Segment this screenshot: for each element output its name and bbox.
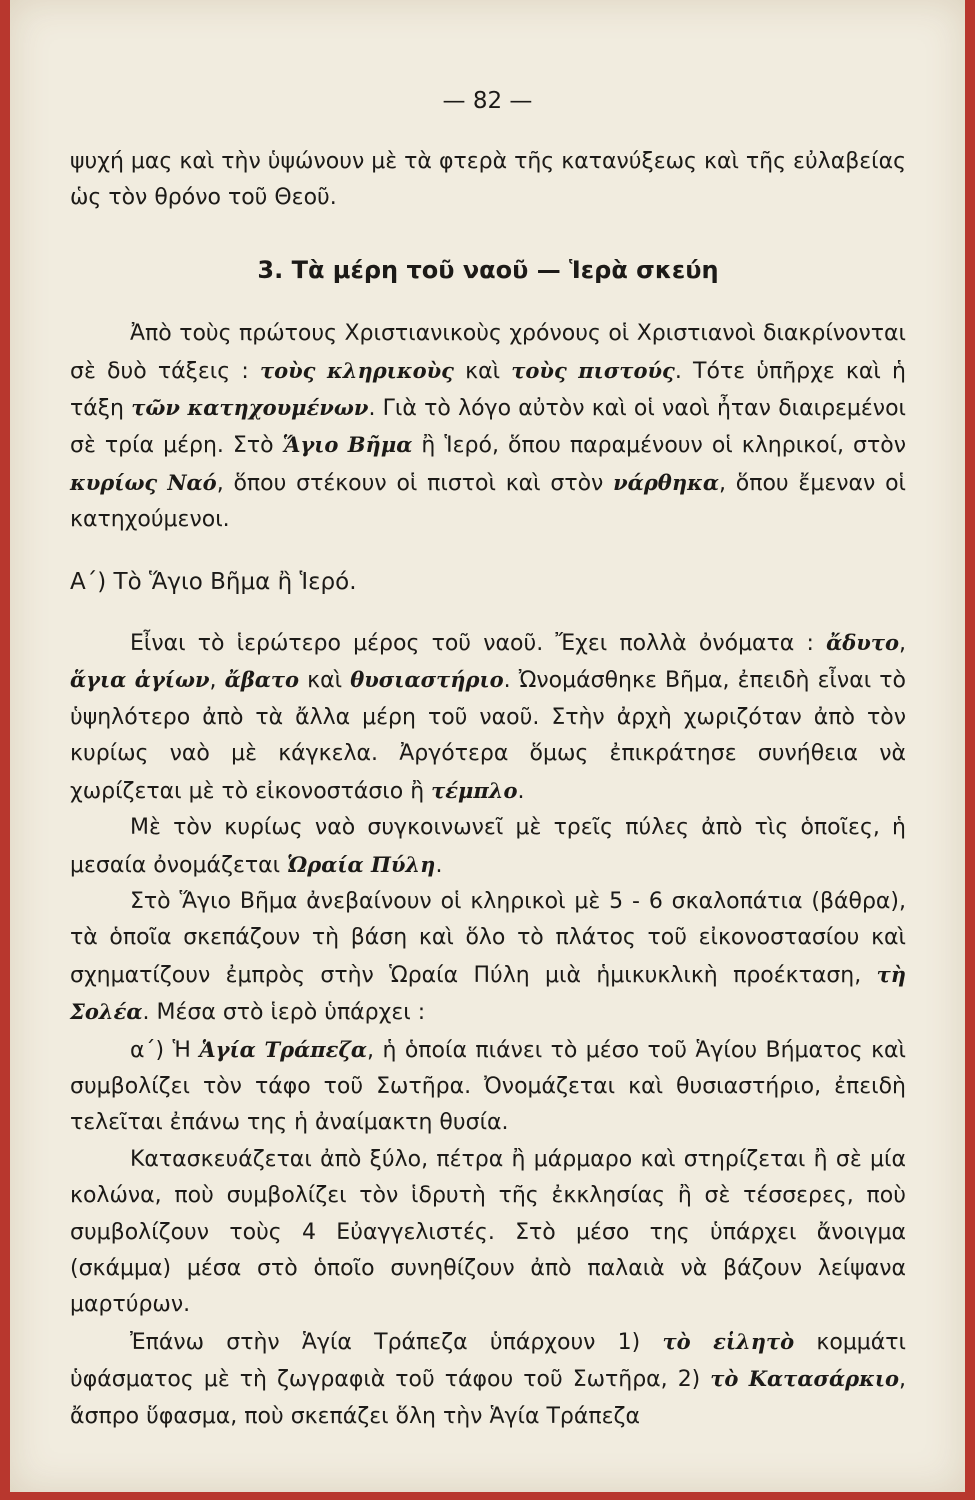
section-heading: 3. Τὰ μέρη τοῦ ναοῦ — Ἱερὰ σκεύη (257, 255, 719, 284)
paragraph-construction: Κατασκευάζεται ἀπὸ ξύλο, πέτρα ἢ μάρμαρο καὶ στηρίζεται ἢ σὲ μία κολώνα, ποὺ συμβολίζει τὸν ἱδρυτὴ τῆς ἐκκλησίας ἢ σὲ τέσσερες, ποὺ συμβολίζουν τοὺς 4 Εὐαγγελιστές. Στὸ μέσο της ὑπάρχει ἄνοιγμα (σκάμμα) μέσα στὸ ὁποῖο συνηθίζουν ἀπὸ παλαιὰ νὰ βάζουν λείψανα μαρτύρων. (70, 1146, 906, 1318)
paragraph-items: Ἐπάνω στὴν Ἁγία Τράπεζα ὑπάρχουν 1) τὸ εἱλητὸ κομμάτι ὑφάσματος μὲ τὴ ζωγραφιὰ τοῦ τάφου τοῦ Σωτῆρα, 2) τὸ Κατασάρκιο, ἄσπρο ὕφασμα, ποὺ σκεπάζει ὅλη τὴν Ἁγία Τράπεζα (70, 1328, 906, 1429)
paragraph-classes: Ἀπὸ τοὺς πρώτους Χριστιανικοὺς χρόνους οἱ Χριστιανοὶ διακρίνονται σὲ δυὸ τάξεις : τοὺς κληρικοὺς καὶ τοὺς πιστούς. Τότε ὑπῆρχε καὶ ἡ τάξη τῶν κατηχουμένων. Γιὰ τὸ λόγο αὐτὸν καὶ οἱ ναοὶ ἦταν διαιρεμένοι σὲ τρία μέρη. Στὸ Ἅγιο Βῆμα ἢ Ἱερό, ὅπου παραμένουν οἱ κληρικοί, στὸν κυρίως Ναό, ὅπου στέκουν οἱ πιστοὶ καὶ στὸν νάρθηκα, ὅπου ἔμεναν οἱ κατηχούμενοι. (70, 321, 907, 533)
paragraph-gates: Μὲ τὸν κυρίως ναὸ συγκοινωνεῖ μὲ τρεῖς πύλες ἀπὸ τὶς ὁποῖες, ἡ μεσαία ὀνομάζεται Ὡραία Πύλη. (70, 815, 906, 878)
paragraph-solea: Στὸ Ἅγιο Βῆμα ἀνεβαίνουν οἱ κληρικοὶ μὲ 5 - 6 σκαλοπάτια (βάθρα), τὰ ὁποῖα σκεπάζουν τὴ βάση καὶ ὅλο τὸ πλάτος τοῦ εἰκονοστασίου καὶ σχηματίζουν ἐμπρὸς στὴν Ὡραία Πύλη μιὰ ἡμικυκλικὴ προέκταση, τὴ Σολέα. Μέσα στὸ ἱερὸ ὑπάρχει : (70, 888, 906, 1026)
page-body (70, 82, 906, 1435)
paragraph-names: Εἶναι τὸ ἱερώτερο μέρος τοῦ ναοῦ. Ἔχει πολλὰ ὀνόματα : ἄδυτο, ἅγια ἁγίων, ἄβατο καὶ θυσιαστήριο. Ὠνομάσθηκε Βῆμα, ἐπειδὴ εἶναι τὸ ὑψηλότερο ἀπὸ τὰ ἄλλα μέρη τοῦ ναοῦ. Στὴν ἀρχὴ χωριζόταν ἀπὸ τὸν κυρίως ναὸ μὲ κάγκελα. Ἀργότερα ὅμως ἐπικράτησε συνήθεια νὰ χωρίζεται μὲ τὸ εἰκονοστάσιο ἢ τέμπλο. (70, 630, 906, 804)
paragraph-holy-table: α΄) Ἡ Ἁγία Τράπεζα, ἡ ὁποία πιάνει τὸ μέσο τοῦ Ἁγίου Βήματος καὶ συμβολίζει τὸν τάφο τοῦ Σωτῆρα. Ὀνομάζεται καὶ θυσιαστήριο, ἐπειδὴ τελεῖται ἐπάνω της ἡ ἀναίμακτη θυσία. (70, 1036, 906, 1136)
page-number: — 82 — (442, 88, 533, 114)
subheading-bema: Α΄) Τὸ Ἅγιο Βῆμα ἢ Ἱερό. (70, 568, 357, 595)
intro-lines: ψυχή μας καὶ τὴν ὑψώνουν μὲ τὰ φτερὰ τῆς κατανύξεως καὶ τῆς εὐλαβείας ὡς τὸν θρόνο τοῦ Θεοῦ. (70, 149, 906, 211)
